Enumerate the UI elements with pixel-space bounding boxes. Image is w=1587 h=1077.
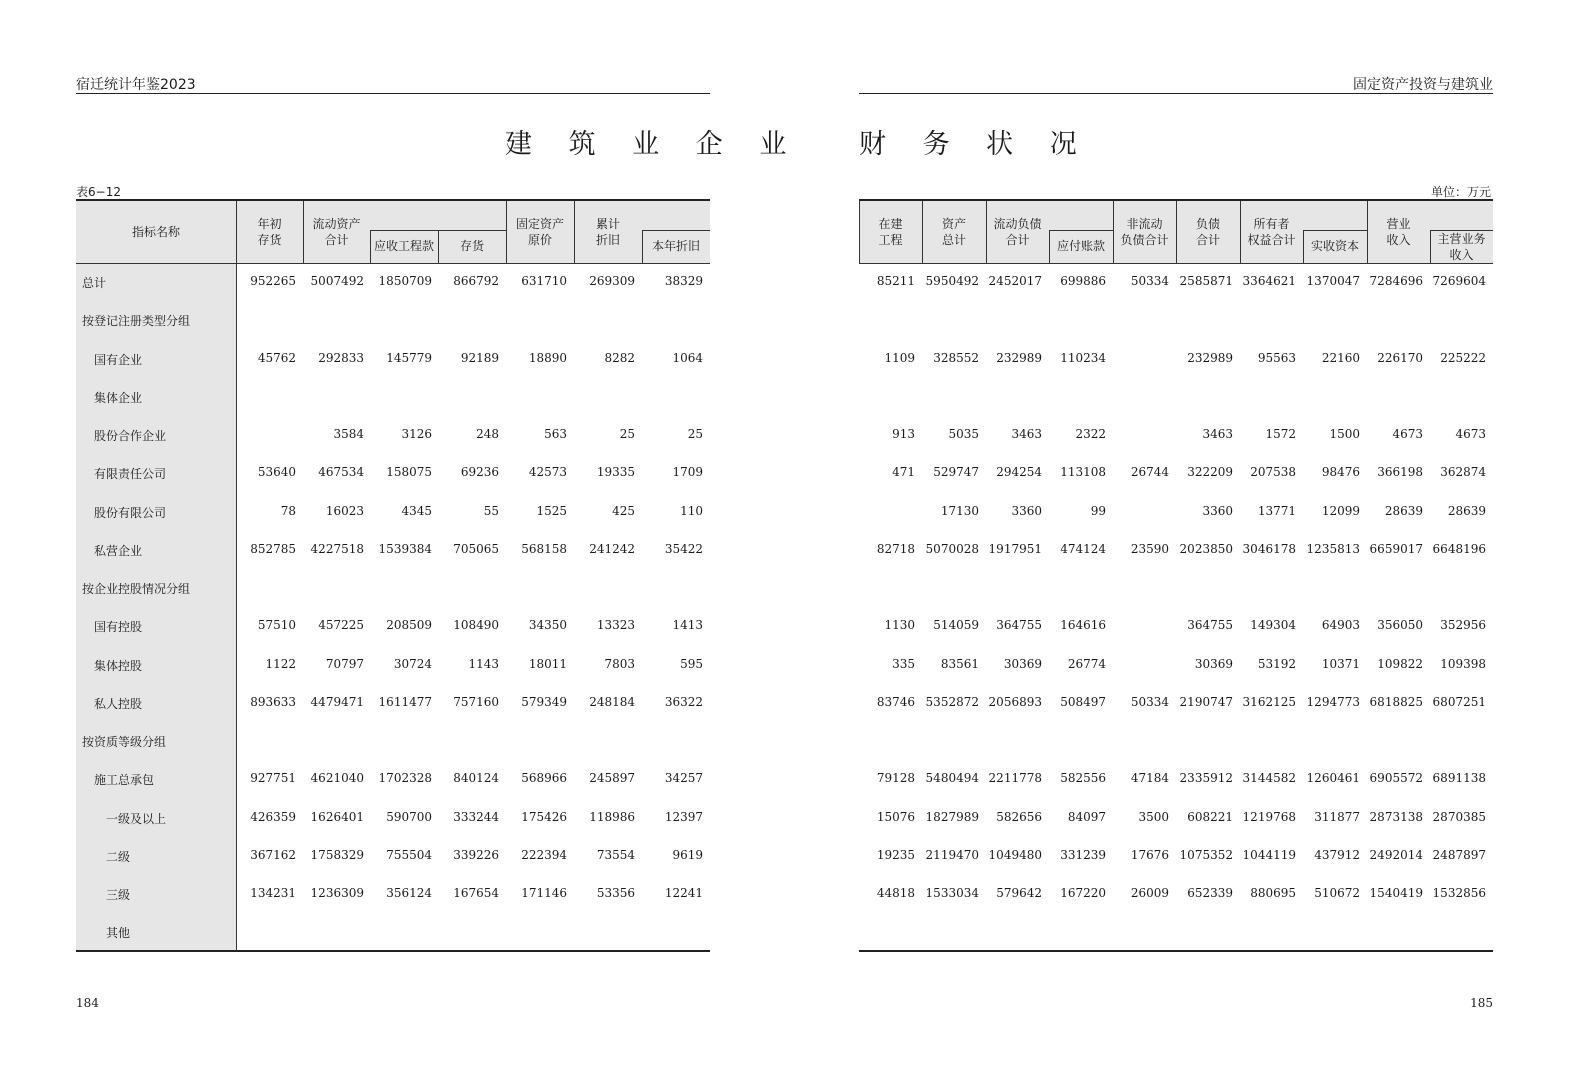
table-cell: 866792 (453, 274, 499, 288)
table-cell: 364755 (996, 618, 1042, 632)
header-sub-rule (1049, 230, 1113, 231)
header-c1: 年初 存货 (257, 217, 282, 247)
table-cell: 30369 (1194, 657, 1233, 671)
table-cell: 28639 (1447, 504, 1486, 518)
table-cell: 362874 (1440, 465, 1486, 479)
table-cell: 6807251 (1432, 695, 1486, 709)
table-cell: 579642 (996, 886, 1042, 900)
table-cell: 1850709 (378, 274, 432, 288)
table-cell: 4345 (401, 504, 432, 518)
table-cell: 328552 (933, 351, 979, 365)
table-cell: 508497 (1060, 695, 1106, 709)
header-c2: 流动资产 合计 (312, 217, 361, 247)
row-label: 集体控股 (94, 659, 143, 673)
header-sub-rule (642, 230, 710, 231)
header-c9: 资产 总计 (941, 217, 966, 247)
table-cell: 23590 (1130, 542, 1169, 556)
table-cell: 3360 (1011, 504, 1042, 518)
table-cell: 294254 (996, 465, 1042, 479)
header-stub: 指标名称 (131, 225, 180, 239)
table-cell: 510672 (1314, 886, 1360, 900)
table-cell: 26009 (1130, 886, 1169, 900)
table-cell: 1827989 (925, 810, 979, 824)
table-cell: 167220 (1060, 886, 1106, 900)
table-cell: 113108 (1060, 465, 1106, 479)
table-cell: 35422 (664, 542, 703, 556)
table-cell: 69236 (460, 465, 499, 479)
table-cell: 207538 (1250, 465, 1296, 479)
table-cell: 2119470 (925, 848, 979, 862)
table-cell: 3500 (1138, 810, 1169, 824)
row-label: 集体企业 (94, 391, 143, 405)
table-cell: 175426 (521, 810, 567, 824)
table-cell: 110234 (1060, 351, 1106, 365)
header-rule-left (76, 93, 710, 94)
table-cell: 134231 (250, 886, 296, 900)
table-cell: 1370047 (1306, 274, 1360, 288)
table-cell: 2452017 (988, 274, 1042, 288)
table-cell: 366198 (1377, 465, 1423, 479)
table-cell: 1049480 (988, 848, 1042, 862)
table-cell: 38329 (664, 274, 703, 288)
table-cell: 6905572 (1369, 771, 1423, 785)
table-cell: 2056893 (988, 695, 1042, 709)
table-cell: 699886 (1060, 274, 1106, 288)
table-cell: 208509 (386, 618, 432, 632)
table-cell: 1122 (265, 657, 296, 671)
row-label: 股份有限公司 (94, 506, 167, 520)
table-cell: 110 (680, 504, 703, 518)
table-cell: 53192 (1257, 657, 1296, 671)
table-cell: 356050 (1377, 618, 1423, 632)
table-cell: 4479471 (310, 695, 364, 709)
table-cell: 1260461 (1306, 771, 1360, 785)
table-cell: 652339 (1187, 886, 1233, 900)
table-cell: 6818825 (1369, 695, 1423, 709)
table-top-rule-left (76, 199, 710, 201)
table-cell: 1044119 (1242, 848, 1296, 862)
table-cell: 529747 (933, 465, 979, 479)
table-cell: 3463 (1011, 427, 1042, 441)
row-label: 私人控股 (94, 697, 143, 711)
table-cell: 73554 (596, 848, 635, 862)
table-cell: 1709 (672, 465, 703, 479)
table-cell: 590700 (386, 810, 432, 824)
table-cell: 30724 (393, 657, 432, 671)
header-c3: 应收工程款 (373, 239, 434, 253)
table-cell: 50334 (1130, 274, 1169, 288)
table-cell: 95563 (1257, 351, 1296, 365)
table-cell: 222394 (521, 848, 567, 862)
table-cell: 10371 (1321, 657, 1360, 671)
header-sub-rule (370, 230, 506, 231)
table-cell: 13771 (1257, 504, 1296, 518)
table-cell: 3463 (1202, 427, 1233, 441)
table-number: 表6−12 (76, 185, 121, 199)
table-cell: 92189 (460, 351, 499, 365)
table-cell: 12099 (1321, 504, 1360, 518)
table-cell: 17676 (1130, 848, 1169, 862)
table-cell: 17130 (940, 504, 979, 518)
row-label: 二级 (106, 850, 131, 864)
table-cell: 631710 (521, 274, 567, 288)
table-cell: 1075352 (1179, 848, 1233, 862)
row-label: 总计 (82, 276, 107, 290)
header-c16: 营业 收入 (1386, 217, 1411, 247)
table-cell: 1917951 (988, 542, 1042, 556)
table-cell: 34257 (664, 771, 703, 785)
table-cell: 1758329 (310, 848, 364, 862)
table-cell: 47184 (1130, 771, 1169, 785)
table-cell: 1130 (884, 618, 915, 632)
row-label: 按登记注册类型分组 (82, 314, 191, 328)
table-cell: 248184 (589, 695, 635, 709)
table-cell: 7803 (604, 657, 635, 671)
table-cell: 1235813 (1306, 542, 1360, 556)
table-cell: 3162125 (1242, 695, 1296, 709)
table-cell: 893633 (250, 695, 296, 709)
table-cell: 53356 (596, 886, 635, 900)
table-cell: 2585871 (1179, 274, 1233, 288)
table-cell: 3046178 (1242, 542, 1296, 556)
table-cell: 5007492 (310, 274, 364, 288)
table-cell: 171146 (521, 886, 567, 900)
table-cell: 145779 (386, 351, 432, 365)
table-cell: 50334 (1130, 695, 1169, 709)
row-label: 按企业控股情况分组 (82, 582, 191, 596)
header-c5: 固定资产 原价 (515, 217, 564, 247)
table-cell: 78 (280, 504, 296, 518)
header-c4: 存货 (459, 239, 484, 253)
table-cell: 582556 (1060, 771, 1106, 785)
table-cell: 158075 (386, 465, 432, 479)
table-cell: 57510 (257, 618, 296, 632)
table-cell: 9619 (672, 848, 703, 862)
row-label: 国有企业 (94, 353, 143, 367)
table-cell: 3126 (401, 427, 432, 441)
table-cell: 22160 (1321, 351, 1360, 365)
table-cell: 99 (1090, 504, 1106, 518)
table-cell: 425 (612, 504, 635, 518)
table-cell: 333244 (453, 810, 499, 824)
table-cell: 1611477 (378, 695, 432, 709)
table-cell: 64903 (1321, 618, 1360, 632)
table-cell: 2211778 (988, 771, 1042, 785)
table-cell: 364755 (1187, 618, 1233, 632)
table-cell: 248 (476, 427, 499, 441)
header-bottom-rule-left (76, 263, 710, 264)
page-title-right: 财 务 状 况 (859, 129, 1091, 160)
table-cell: 45762 (257, 351, 296, 365)
header-c7: 本年折旧 (651, 239, 700, 253)
table-cell: 167654 (453, 886, 499, 900)
table-cell: 269309 (589, 274, 635, 288)
table-cell: 109398 (1440, 657, 1486, 671)
table-cell: 5035 (948, 427, 979, 441)
table-cell: 1219768 (1242, 810, 1296, 824)
table-cell: 2023850 (1179, 542, 1233, 556)
table-cell: 467534 (318, 465, 364, 479)
table-cell: 1533034 (925, 886, 979, 900)
table-cell: 84097 (1067, 810, 1106, 824)
table-cell: 311877 (1314, 810, 1360, 824)
row-label: 三级 (106, 888, 131, 902)
table-cell: 83561 (940, 657, 979, 671)
table-cell: 26744 (1130, 465, 1169, 479)
table-cell: 755504 (386, 848, 432, 862)
table-cell: 53640 (257, 465, 296, 479)
table-cell: 232989 (996, 351, 1042, 365)
row-label: 国有控股 (94, 620, 143, 634)
table-cell: 1143 (468, 657, 499, 671)
table-cell: 25 (687, 427, 703, 441)
table-cell: 55 (483, 504, 499, 518)
running-head-left: 宿迁统计年鉴2023 (76, 77, 196, 93)
table-cell: 568966 (521, 771, 567, 785)
header-c11: 应付账款 (1056, 239, 1105, 253)
table-cell: 2190747 (1179, 695, 1233, 709)
table-cell: 3584 (333, 427, 364, 441)
table-cell: 70797 (325, 657, 364, 671)
table-cell: 6648196 (1432, 542, 1486, 556)
table-cell: 1539384 (378, 542, 432, 556)
table-cell: 4227518 (310, 542, 364, 556)
table-cell: 82718 (876, 542, 915, 556)
table-cell: 1702328 (378, 771, 432, 785)
row-label: 其他 (106, 926, 131, 940)
header-c10: 流动负债 合计 (993, 217, 1042, 247)
table-cell: 292833 (318, 351, 364, 365)
table-cell: 852785 (250, 542, 296, 556)
table-cell: 1500 (1329, 427, 1360, 441)
table-cell: 608221 (1187, 810, 1233, 824)
table-cell: 5070028 (925, 542, 979, 556)
table-cell: 568158 (521, 542, 567, 556)
table-cell: 98476 (1321, 465, 1360, 479)
table-cell: 108490 (453, 618, 499, 632)
table-cell: 19235 (876, 848, 915, 862)
table-cell: 1525 (536, 504, 567, 518)
row-label: 私营企业 (94, 544, 143, 558)
table-cell: 42573 (528, 465, 567, 479)
table-cell: 15076 (876, 810, 915, 824)
table-cell: 352956 (1440, 618, 1486, 632)
row-label: 一级及以上 (106, 812, 167, 826)
table-cell: 2487897 (1432, 848, 1486, 862)
table-cell: 2322 (1075, 427, 1106, 441)
table-cell: 19335 (596, 465, 635, 479)
table-cell: 36322 (664, 695, 703, 709)
page-number-left: 184 (76, 996, 99, 1010)
unit-label: 单位：万元 (1430, 185, 1491, 199)
row-label: 有限责任公司 (94, 467, 167, 481)
table-cell: 5352872 (925, 695, 979, 709)
page-title-left: 建 筑 业 企 业 (505, 129, 801, 160)
header-c12: 非流动 负债合计 (1120, 217, 1169, 247)
header-c17: 主营业务 收入 (1437, 232, 1486, 262)
table-cell: 952265 (250, 274, 296, 288)
table-cell: 563 (544, 427, 567, 441)
table-cell: 3144582 (1242, 771, 1296, 785)
table-cell: 241242 (589, 542, 635, 556)
table-cell: 426359 (250, 810, 296, 824)
table-cell: 118986 (589, 810, 635, 824)
table-cell: 913 (892, 427, 915, 441)
table-cell: 335 (892, 657, 915, 671)
table-cell: 840124 (453, 771, 499, 785)
table-cell: 225222 (1440, 351, 1486, 365)
row-label: 按资质等级分组 (82, 735, 167, 749)
table-cell: 322209 (1187, 465, 1233, 479)
table-cell: 18890 (528, 351, 567, 365)
table-cell: 471 (892, 465, 915, 479)
header-c6: 累计 折旧 (595, 217, 620, 247)
header-c8: 在建 工程 (878, 217, 903, 247)
stub-divider (236, 201, 237, 951)
table-cell: 1532856 (1432, 886, 1486, 900)
table-cell: 1064 (672, 351, 703, 365)
table-cell: 579349 (521, 695, 567, 709)
table-cell: 149304 (1250, 618, 1296, 632)
header-c13: 负债 合计 (1195, 217, 1220, 247)
table-cell: 367162 (250, 848, 296, 862)
table-cell: 28639 (1384, 504, 1423, 518)
table-cell: 83746 (876, 695, 915, 709)
table-cell: 12241 (664, 886, 703, 900)
table-cell: 44818 (876, 886, 915, 900)
table-cell: 1413 (672, 618, 703, 632)
table-cell: 1236309 (310, 886, 364, 900)
table-cell: 16023 (325, 504, 364, 518)
table-bottom-rule-left (76, 950, 710, 952)
table-cell: 164616 (1060, 618, 1106, 632)
table-cell: 12397 (664, 810, 703, 824)
table-cell: 5480494 (925, 771, 979, 785)
row-label: 施工总承包 (94, 773, 155, 787)
table-cell: 3360 (1202, 504, 1233, 518)
table-cell: 245897 (589, 771, 635, 785)
header-c14: 所有者 权益合计 (1247, 217, 1296, 247)
table-cell: 474124 (1060, 542, 1106, 556)
table-cell: 7269604 (1432, 274, 1486, 288)
table-cell: 1626401 (310, 810, 364, 824)
table-cell: 2492014 (1369, 848, 1423, 862)
header-c15: 实收资本 (1310, 239, 1359, 253)
table-cell: 7284696 (1369, 274, 1423, 288)
table-cell: 1540419 (1369, 886, 1423, 900)
table-cell: 2335912 (1179, 771, 1233, 785)
table-cell: 4673 (1392, 427, 1423, 441)
table-cell: 757160 (453, 695, 499, 709)
table-cell: 457225 (318, 618, 364, 632)
table-cell: 1294773 (1306, 695, 1360, 709)
table-cell: 6891138 (1432, 771, 1486, 785)
table-cell: 2873138 (1369, 810, 1423, 824)
table-cell: 4621040 (310, 771, 364, 785)
table-cell: 595 (680, 657, 703, 671)
table-cell: 26774 (1067, 657, 1106, 671)
table-cell: 232989 (1187, 351, 1233, 365)
table-cell: 331239 (1060, 848, 1106, 862)
table-cell: 30369 (1003, 657, 1042, 671)
table-cell: 5950492 (925, 274, 979, 288)
table-cell: 3364621 (1242, 274, 1296, 288)
table-cell: 13323 (596, 618, 635, 632)
header-bottom-rule-right (859, 263, 1493, 264)
table-cell: 79128 (876, 771, 915, 785)
table-cell: 109822 (1377, 657, 1423, 671)
table-cell: 705065 (453, 542, 499, 556)
page-number-right: 185 (1470, 996, 1493, 1010)
table-cell: 927751 (250, 771, 296, 785)
row-label: 股份合作企业 (94, 429, 167, 443)
table-cell: 4673 (1455, 427, 1486, 441)
table-cell: 18011 (528, 657, 567, 671)
header-sub-rule (1303, 230, 1367, 231)
table-bottom-rule-right (859, 950, 1493, 952)
table-cell: 514059 (933, 618, 979, 632)
table-cell: 85211 (876, 274, 915, 288)
table-cell: 356124 (386, 886, 432, 900)
table-cell: 34350 (528, 618, 567, 632)
table-cell: 1572 (1265, 427, 1296, 441)
table-cell: 339226 (453, 848, 499, 862)
table-cell: 1109 (884, 351, 915, 365)
table-cell: 437912 (1314, 848, 1360, 862)
table-cell: 226170 (1377, 351, 1423, 365)
table-cell: 582656 (996, 810, 1042, 824)
table-cell: 880695 (1250, 886, 1296, 900)
table-cell: 6659017 (1369, 542, 1423, 556)
table-cell: 8282 (604, 351, 635, 365)
running-head-right: 固定资产投资与建筑业 (1353, 77, 1493, 93)
table-cell: 2870385 (1432, 810, 1486, 824)
header-rule-right (859, 93, 1493, 94)
table-cell: 25 (619, 427, 635, 441)
